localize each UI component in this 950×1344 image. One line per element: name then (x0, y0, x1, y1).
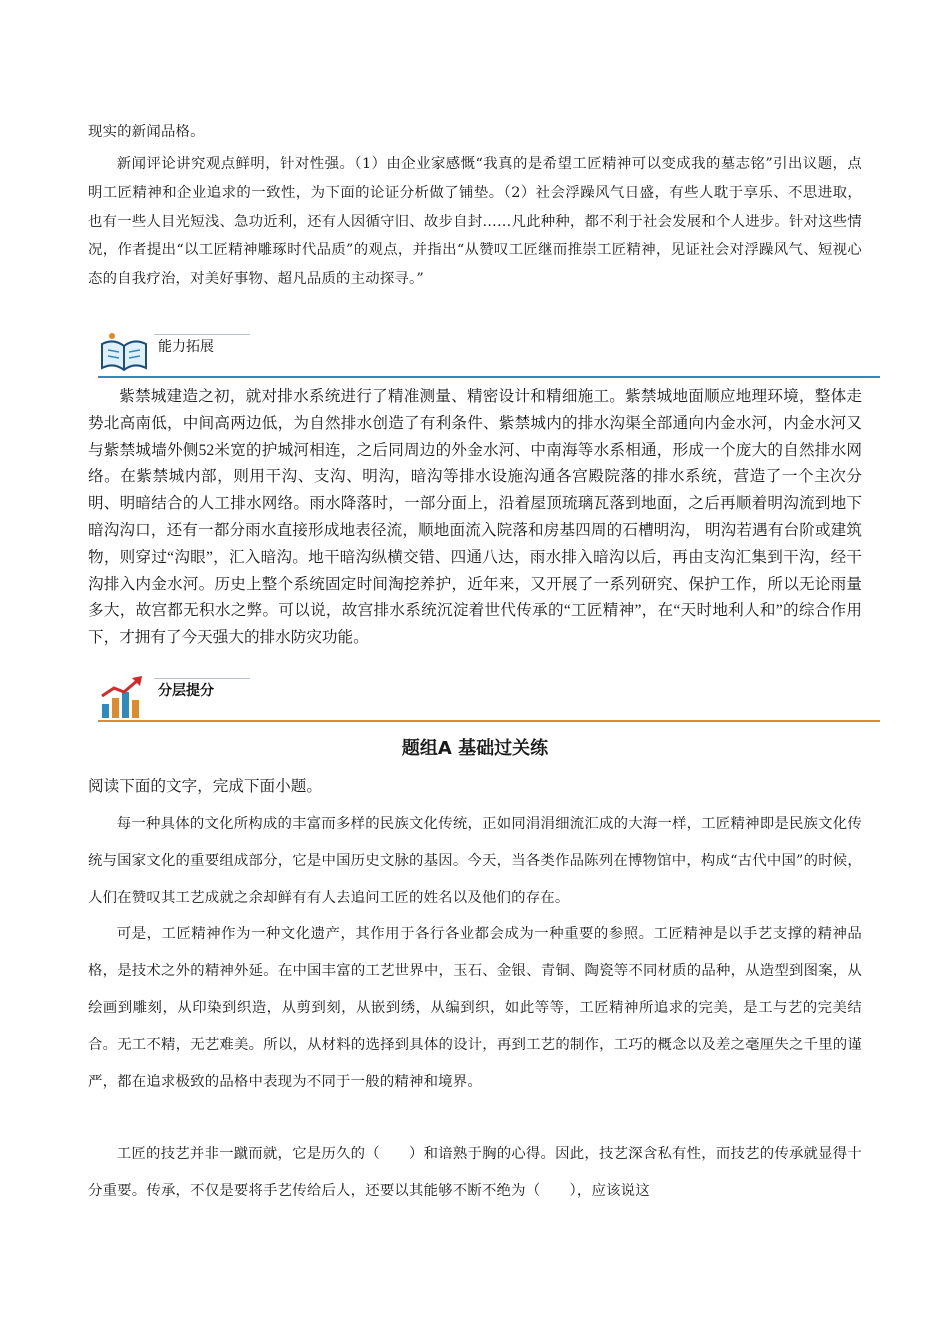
group-title: 题组A 基础过关练 (401, 738, 549, 759)
section-label-ability: 能力拓展 (158, 339, 214, 355)
passage-paragraph-1: 每一种具体的文化所构成的丰富而多样的民族文化传统，正如同涓涓细流汇成的大海一样，工匠精神即是民族文化传统与国家文化的重要组成部分，它是中国历史文脉的基因。今天，当各类作品陈列在博物馆中，构成“古代中国”的时候，人们在赞叹其工艺成就之余却鲜有有人去追问工匠的姓名以及他们的存在。 (88, 816, 862, 906)
header-thin-line (154, 334, 250, 335)
instruction-text: 阅读下面的文字，完成下面小题。 (88, 778, 322, 795)
passage-paragraph-3: 工匠的技艺并非一蹴而就，它是历久的（ ）和谙熟于胸的心得。因此，技艺深含私有性，而技艺的传承就显得十分重要。传承，不仅是要将手艺传给后人，还要以其能够不断不绝为（ ），应该说这 (88, 1146, 862, 1199)
intro-paragraph-1: 现实的新闻品格。 (88, 124, 205, 140)
intro-paragraph-2: 新闻评论讲究观点鲜明，针对性强。（1）由企业家感慨“我真的是希望工匠精神可以变成我的墓志铭”引出议题，点明工匠精神和企业追求的一致性，为下面的论证分析做了铺垫。（2）社会浮躁风气日盛，有些人耽于享乐、不思进取，也有一些人目光短浅、急功近利，还有人因循守旧、故步自封……凡此种种，都不利于社会发展和个人进步。针对这些情况，作者提出“以工匠精神雕琢时代品质”的观点，并指出“从赞叹工匠继而推崇工匠精神，见证社会对浮躁风气、短视心态的自我疗治，对美好事物、超凡品质的主动探寻。” (88, 156, 862, 288)
header-thin-line (154, 678, 250, 679)
passage-paragraph-2: 可是，工匠精神作为一种文化遗产，其作用于各行各业都会成为一种重要的参照。工匠精神是以手艺支撑的精神品格，是技术之外的精神外延。在中国丰富的工艺世界中，玉石、金银、青铜、陶瓷等不同材质的品种，从造型到图案，从绘画到雕刻，从印染到织造，从剪到刻，从嵌到绣，从编到织，如此等等，工匠精神所追求的完美，是工与艺的完美结合。无工不精，无艺难美。所以，从材料的选择到具体的设计，再到工艺的制作，工巧的概念以及差之毫厘失之千里的谨严，都在追求极致的品格中表现为不同于一般的精神和境界。 (88, 926, 862, 1090)
section-rule-level (98, 720, 880, 722)
section-header-level (98, 674, 880, 722)
growth-chart-icon (98, 674, 150, 720)
ability-passage: 紫禁城建造之初，就对排水系统进行了精准测量、精密设计和精细施工。紫禁城地面顺应地理环境，整体走势北高南低，中间高两边低，为自然排水创造了有利条件、紫禁城内的排水沟渠全部通向内金水河，内金水河又与紫禁城墙外侧52米宽的护城河相连，之后同周边的外金水河、中南海等水系相通，形成一个庞大的自然排水网络。在紫禁城内部，则用干沟、支沟、明沟，暗沟等排水设施沟通各宫殿院落的排水系统，营造了一个主次分明、明暗结合的人工排水网络。雨水降落时，一部分面上，沿着屋顶琉璃瓦落到地面，之后再顺着明沟流到地下暗沟沟口，还有一都分雨水直接形成地表径流，顺地面流入院落和房基四周的石槽明沟， 明沟若遇有台阶或建筑物，则穿过“沟眼”，汇入暗沟。地干暗沟纵横交错、四通八达，雨水排入暗沟以后，再由支沟汇集到干沟，经干沟排入内金水河。历史上整个系统固定时间淘挖养护，近年来，又开展了一系列研究、保护工作，所以无论雨量多大，故宫都无积水之弊。可以说，故宫排水系统沉淀着世代传承的“工匠精神”，在“天时地利人和”的综合作用下，才拥有了今天强大的排水防灾功能。 (88, 388, 862, 647)
open-book-icon (98, 330, 150, 374)
section-label-level: 分层提分 (158, 683, 214, 699)
section-header-ability (98, 330, 880, 378)
section-rule-ability (98, 376, 880, 378)
